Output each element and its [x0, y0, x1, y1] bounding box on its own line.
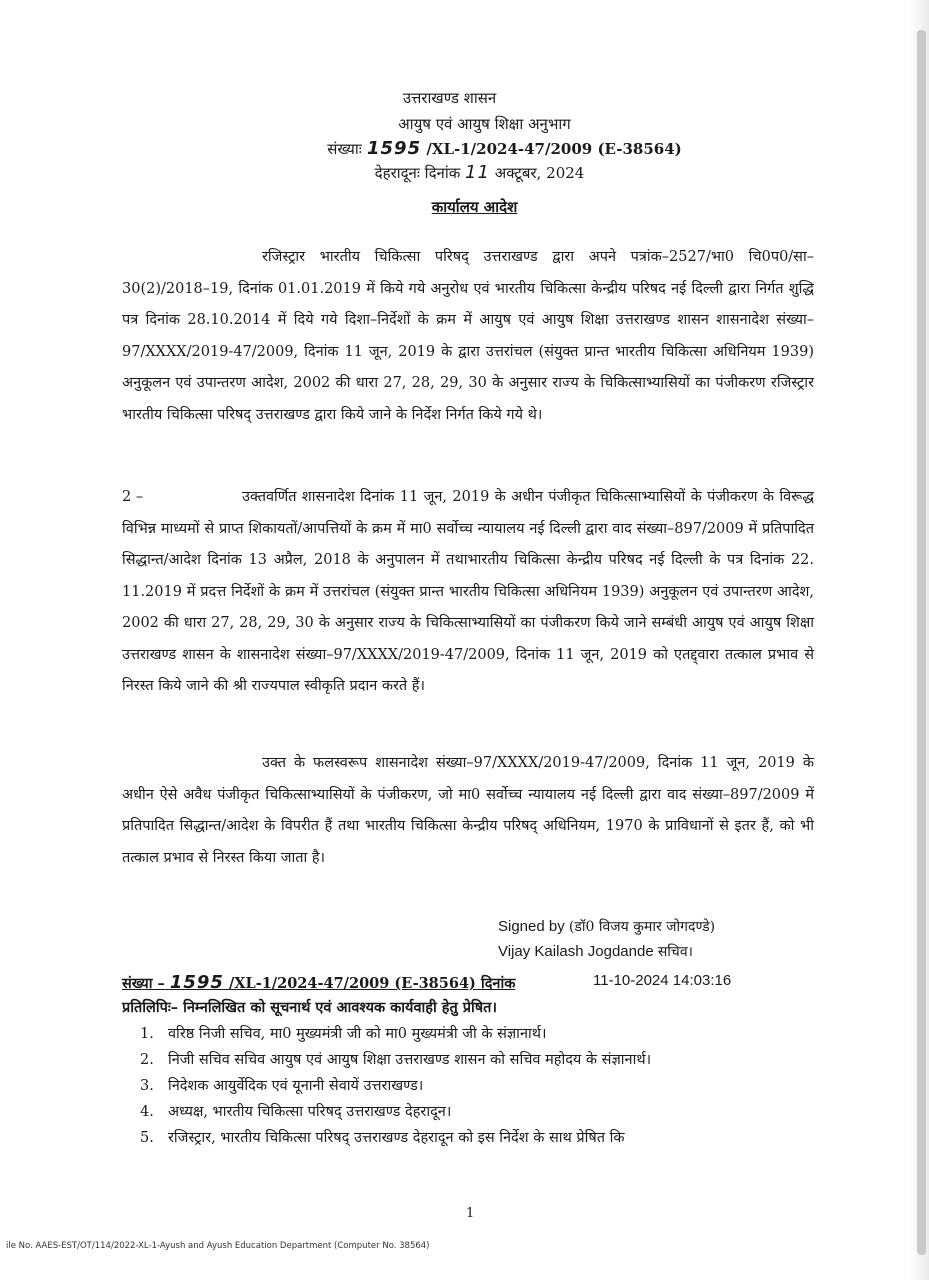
list-item	[140, 1048, 818, 1072]
list-item-text: रजिस्ट्रार, भारतीय चिकित्सा परिषद् उत्तराखण्ड देहरादून को इस निर्देश के साथ प्रेषित कि	[168, 1130, 625, 1146]
copy-reference	[122, 972, 515, 993]
order-number-ref: /XL-1/2024-47/2009 (E-38564)	[426, 140, 682, 158]
list-item	[140, 1074, 818, 1098]
order-number-label: संख्याः	[327, 140, 362, 158]
paragraph-1: रजिस्ट्रार भारतीय चिकित्सा परिषद् उत्तराखण्ड द्वारा अपने पत्रांक–2527/भा0 चि0प0/सा–30(2)/2018–19, दिनांक 01.01.2019 में किये गये अनुरोध एवं भारतीय चिकित्सा केन्द्रीय परिषद नई दिल्ली द्वारा निर्गत शुद्धि पत्र दिनांक 28.10.2014 में दिये गये दिशा–निर्देशों के क्रम में आयुष एवं आयुष शिक्षा उत्तराखण्ड शासन शासनादेश संख्या–97/XXXX/2019-47/2009, दिनांक 11 जून, 2019 के द्वारा उत्तरांचल (संयुक्त प्रान्त भारतीय चिकित्सा अधिनियम 1939) अनुकूलन एवं उपान्तरण आदेश, 2002 की धारा 27, 28, 29, 30 के अनुसार राज्य के चिकित्साभ्यासियों का पंजीकरण रजिस्ट्रार भारतीय चिकित्सा परिषद् उत्तराखण्ड द्वारा किये जाने के निर्देश निर्गत किये गये थे।	[122, 249, 814, 423]
list-item	[140, 1100, 818, 1124]
copy-ref-label: संख्या –	[122, 975, 165, 992]
copy-list	[140, 1022, 818, 1152]
signer-designation: सचिव।	[657, 944, 693, 960]
signature-line-1	[498, 917, 715, 936]
paragraph-2	[122, 482, 814, 703]
copy-heading-text: प्रतिलिपिः– निम्नलिखित को सूचनार्थ एवं आवश्यक कार्यवाही हेतु प्रेषित।	[122, 999, 497, 1016]
list-item-number: 2.	[140, 1052, 154, 1068]
list-item-text: अध्यक्ष, भारतीय चिकित्सा परिषद् उत्तराखण्ड देहरादून।	[168, 1104, 452, 1120]
signature-line-2	[498, 942, 693, 961]
list-item-text: वरिष्ठ निजी सचिव, मा0 मुख्यमंत्री जी को मा0 मुख्यमंत्री जी के संज्ञानार्थ।	[168, 1026, 547, 1042]
month-year: अक्टूबर, 2024	[494, 164, 585, 182]
file-footer: ile No. AAES-EST/OT/114/2022-XL-1-Ayush and Ayush Education Department (Computer No. 38564)	[6, 1241, 430, 1251]
page-number: 1	[466, 1206, 475, 1221]
copy-ref-number: /XL-1/2024-47/2009 (E-38564)	[228, 975, 476, 992]
govt-name: उत्तराखण्ड शासन	[402, 89, 497, 107]
copy-ref-date-label: दिनांक	[480, 975, 516, 992]
order-number-handwritten: 1595	[367, 138, 422, 159]
order-number	[40, 138, 929, 159]
list-item-number: 3.	[140, 1078, 154, 1094]
document-title: कार्यालय आदेश	[431, 198, 518, 216]
list-item-text: निजी सचिव सचिव आयुष एवं आयुष शिक्षा उत्तराखण्ड शासन को सचिव महोदय के संज्ञानार्थ।	[168, 1052, 652, 1068]
department-name: आयुष एवं आयुष शिक्षा अनुभाग	[398, 115, 571, 133]
list-item-text: निदेशक आयुर्वेदिक एवं यूनानी सेवायें उत्तराखण्ड।	[168, 1078, 424, 1094]
list-item	[140, 1022, 818, 1046]
list-item-number: 4.	[140, 1104, 154, 1120]
paragraph-2-number: 2 –	[122, 489, 144, 505]
list-item-number: 5.	[140, 1130, 154, 1146]
paragraph-2-text: उक्तवर्णित शासनादेश दिनांक 11 जून, 2019 के अधीन पंजीकृत चिकित्साभ्यासियों के पंजीकरण के विरूद्ध विभिन्न माध्यमों से प्राप्त शिकायतों/आपत्तियों के क्रम में मा0 सर्वोच्च न्यायालय नई दिल्ली द्वारा वाद संख्या–897/2009 में प्रतिपादित सिद्धान्त/आदेश दिनांक 13 अप्रैल, 2018 के अनुपालन में तथाभारतीय चिकित्सा केन्द्रीय परिषद नई दिल्ली के पत्र दिनांक 22. 11.2019 में प्रदत्त निर्देशों के क्रम में उत्तरांचल (संयुक्त प्रान्त भारतीय चिकित्सा अधिनियम 1939) अनुकूलन एवं उपान्तरण आदेश, 2002 की धारा 27, 28, 29, 30 के अनुसार राज्य के चिकित्साभ्यासियों का पंजीकरण किये जाने सम्बंधी आयुष एवं आयुष शिक्षा उत्तराखण्ड शासन के शासनादेश संख्या–97/XXXX/2019-47/2009, दिनांक 11 जून, 2019 को एतद्द्वारा तत्काल प्रभाव से निरस्त किये जाने की श्री राज्यपाल स्वीकृति प्रदान करते हैं।	[122, 489, 814, 694]
signed-by-label: Signed by	[498, 918, 565, 935]
copy-heading	[122, 997, 497, 1017]
place-date-label: देहरादूनः दिनांक	[374, 164, 461, 182]
signature-timestamp: 11-10-2024 14:03:16	[593, 972, 732, 989]
place-date	[15, 162, 929, 183]
signer-name: Vijay Kailash Jogdande	[498, 943, 654, 960]
copy-ref-handwritten: 1595	[169, 972, 224, 993]
list-item-number: 1.	[140, 1026, 154, 1042]
list-item	[140, 1126, 818, 1150]
officer-hindi-name: (डॉ0 विजय कुमार जोगदण्डे)	[568, 919, 716, 935]
date-handwritten: 11	[465, 162, 490, 183]
paragraph-3: उक्त के फलस्वरूप शासनादेश संख्या–97/XXXX/2019-47/2009, दिनांक 11 जून, 2019 के अधीन ऐसे अवैध पंजीकृत चिकित्साभ्यासियों के पंजीकरण, जो मा0 सर्वोच्च न्यायालय नई दिल्ली द्वारा वाद संख्या–897/2009 में प्रतिपादित सिद्धान्त/आदेश के विपरीत हैं तथा भारतीय चिकित्सा केन्द्रीय परिषद् अधिनियम, 1970 के प्राविधानों से इतर हैं, को भी तत्काल प्रभाव से निरस्त किया जाता है।	[122, 755, 814, 866]
